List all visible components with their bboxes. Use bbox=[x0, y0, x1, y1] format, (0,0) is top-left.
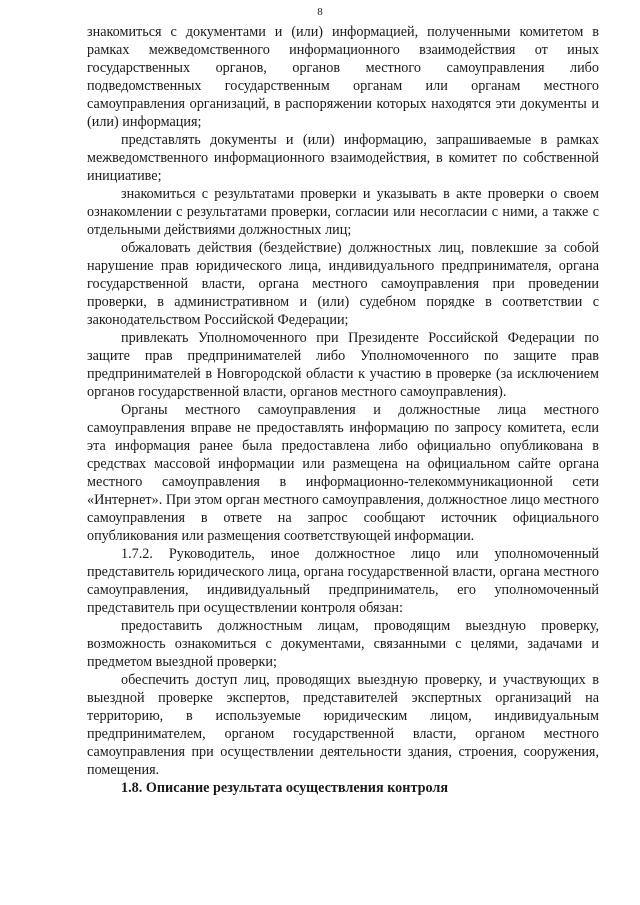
paragraph-provide-access-documents: предоставить должностным лицам, проводящим выездную проверку, возможность ознакомиться с документами, связанными с целями, задачами и предметом выездной проверки; bbox=[87, 618, 599, 670]
page-number: 8 bbox=[317, 6, 323, 18]
section-heading-1-8: 1.8. Описание результата осуществления контроля bbox=[121, 780, 449, 796]
paragraph-1-7-2: 1.7.2. Руководитель, иное должностное лицо или уполномоченный представитель юридического лица, органа государственной власти, органа местного самоуправления, индивидуальный предприниматель, его уполномоченный представитель при осуществлении контроля обязан: bbox=[87, 546, 599, 616]
document-body bbox=[87, 23, 599, 797]
paragraph-submit-documents: представлять документы и (или) информацию, запрашиваемые в рамках межведомственного информационного взаимодействия, в комитет по собственной инициативе; bbox=[87, 132, 599, 184]
paragraph-continuation: знакомиться с документами и (или) информацией, полученными комитетом в рамках межведомственного информационного взаимодействия от иных государственных органов, органов местного самоуправления либо подведомственных государственным органам или органам местного самоуправления организаций, в распоряжении которых находятся эти документы и (или) информация; bbox=[87, 24, 599, 130]
paragraph-review-results: знакомиться с результатами проверки и указывать в акте проверки о своем ознакомлении с результатами проверки, согласии или несогласии с ними, а также с отдельными действиями должностных лиц; bbox=[87, 186, 599, 238]
paragraph-local-government: Органы местного самоуправления и должностные лица местного самоуправления вправе не предоставлять информацию по запросу комитета, если эта информация ранее была предоставлена либо официально опубликована в средствах массовой информации или размещена на официальном сайте органа местного самоуправления в информационно-телекоммуникационной сети «Интернет». При этом орган местного самоуправления, должностное лицо местного самоуправления в ответе на запрос сообщают источник официального опубликования или размещения соответствующей информации. bbox=[87, 402, 599, 544]
paragraph-ombudsman: привлекать Уполномоченного при Президенте Российской Федерации по защите прав предпринимателей либо Уполномоченного по защите прав предпринимателей в Новгородской области к участию в проверке (за исключением органов государственной власти, органов местного самоуправления). bbox=[87, 330, 599, 400]
paragraph-provide-access-territory: обеспечить доступ лиц, проводящих выездную проверку, и участвующих в выездной проверке экспертов, представителей экспертных организаций на территорию, в используемые юридическим лицом, индивидуальным предпринимателем, органом государственной власти, органом местного самоуправления при осуществлении деятельности здания, строения, сооружения, помещения. bbox=[87, 672, 599, 778]
paragraph-appeal-actions: обжаловать действия (бездействие) должностных лиц, повлекшие за собой нарушение прав юридического лица, индивидуального предпринимателя, органа государственной власти, органа местного самоуправления при проведении проверки, в административном и (или) судебном порядке в соответствии с законодательством Российской Федерации; bbox=[87, 240, 599, 328]
